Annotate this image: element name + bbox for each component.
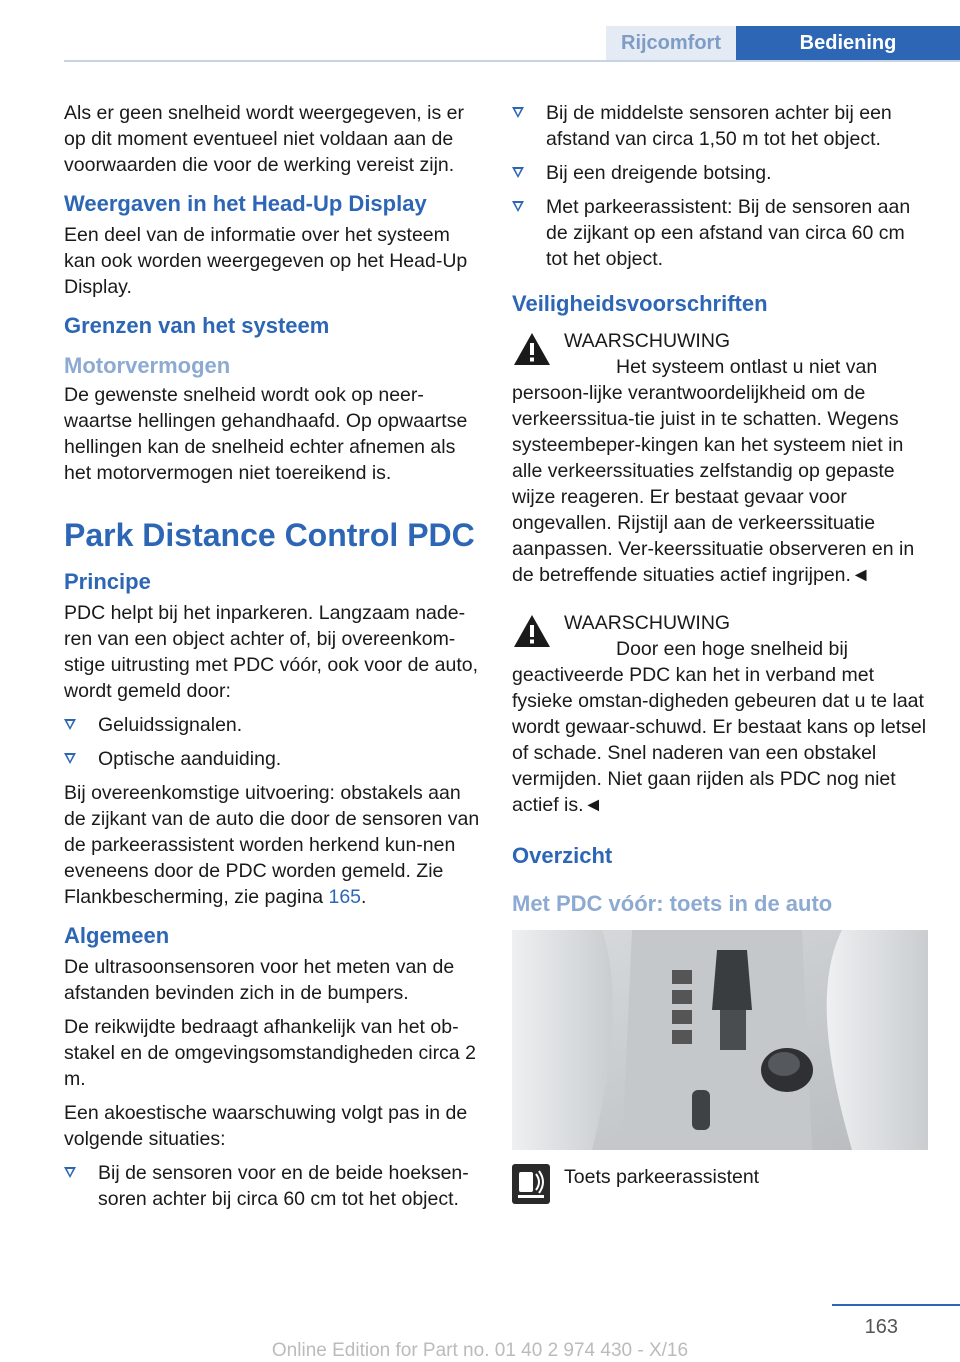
- edition-footer: Online Edition for Part no. 01 40 2 974 430 - X/16: [271, 1340, 689, 1361]
- warning-block-1: [512, 328, 928, 588]
- general-paragraph-2: De reikwijdte bedraagt afhankelijk van het ob-stakel en de omgevingsomstandigheden circa 2 m.: [64, 1016, 476, 1090]
- bullet-triangle-icon: [512, 107, 524, 118]
- heading-head-up-display: Weergaven in het Head-Up Display: [64, 191, 427, 216]
- situation-list-right: [512, 100, 928, 272]
- list-item: Met parkeerassistent: Bij de sensoren aan de zijkant op een afstand van circa 60 cm tot het object.: [512, 194, 928, 272]
- intro-paragraph: Als er geen snelheid wordt weergegeven, is er op dit moment eventueel niet voldaan aan de voorwaarden die voor de werking vereist zijn.: [64, 102, 464, 176]
- header-section-tab: Rijcomfort: [606, 26, 736, 60]
- page-number: 163: [864, 1316, 898, 1338]
- heading-overview: Overzicht: [512, 843, 613, 868]
- warning-block-2: [512, 610, 928, 818]
- list-item: Geluidssignalen.: [64, 712, 480, 738]
- warning-1-text: Het systeem ontlast u niet van persoon-lijke verantwoordelijkheid om de verkeerssitua-tie juist in te schatten. Wegens systeembeper-kingen kan het systeem niet in alle verkeerssituaties zelfstandig op gepaste wijze reageren. Er bestaat gevaar voor ongevallen. Rijstijl aan de verkeerssituatie aanpassen. Ver-keerssituatie observeren en in de betreffende situaties actief ingrijpen.◄: [512, 356, 915, 586]
- heading-system-limits: Grenzen van het systeem: [64, 313, 330, 338]
- list-item: Bij de middelste sensoren achter bij een afstand van circa 1,50 m tot het object.: [512, 100, 928, 152]
- bullet-triangle-icon: [512, 201, 524, 212]
- warning-1-title: WAARSCHUWING: [564, 330, 731, 352]
- heading-general: Algemeen: [64, 923, 170, 948]
- chapter-title: Park Distance Control PDC: [64, 517, 475, 553]
- footer-divider: [832, 1304, 960, 1306]
- signal-list: [64, 712, 480, 772]
- heading-pdc-front-button: Met PDC vóór: toets in de auto: [512, 891, 833, 916]
- list-item: Bij een dreigende botsing.: [512, 160, 928, 186]
- legend-text: Toets parkeerassistent: [564, 1166, 760, 1188]
- page-165-link[interactable]: 165: [328, 886, 362, 908]
- list-item: Optische aanduiding.: [64, 746, 480, 772]
- right-column: [512, 100, 928, 1204]
- header-divider: [64, 60, 960, 62]
- heading-engine-power: Motorvermogen: [64, 353, 231, 378]
- legend-row: [512, 1164, 928, 1204]
- bullet-triangle-icon: [512, 167, 524, 178]
- general-paragraph-3: Een akoestische waarschuwing volgt pas in de volgende situaties:: [64, 1102, 468, 1150]
- situation-list-left: [64, 1160, 480, 1212]
- heading-safety: Veiligheidsvoorschriften: [512, 291, 768, 316]
- principle-paragraph: PDC helpt bij het inparkeren. Langzaam nade-ren van een object achter of, bij overeenkom-stige uitrusting met PDC vóór, ook voor de auto, wordt gemeld door:: [64, 602, 479, 702]
- warning-triangle-icon: [512, 612, 552, 650]
- bullet-triangle-icon: [64, 719, 76, 730]
- bullet-triangle-icon: [64, 1167, 76, 1178]
- car-console-photo: [512, 930, 928, 1150]
- list-item: Bij de sensoren voor en de beide hoeksen-soren achter bij circa 60 cm tot het object.: [64, 1160, 480, 1212]
- engine-paragraph: De gewenste snelheid wordt ook op neer-waartse hellingen gehandhaafd. Op opwaartse hellingen kan de snelheid echter afnemen als het motorvermogen niet toereikend is.: [64, 384, 468, 484]
- warning-triangle-icon: [512, 330, 552, 368]
- warning-2-text: Door een hoge snelheid bij geactiveerde PDC kan het in verband met fysieke omstan-digheden gebeuren dat u te laat wordt gewaar-schuwd. Er bestaat kans op letsel of schade. Snel naderen van een obstakel vermijden. Niet gaan rijden als PDC nog niet actief is.◄: [512, 638, 927, 816]
- left-column: [64, 100, 480, 1220]
- warning-2-title: WAARSCHUWING: [564, 612, 731, 634]
- heading-principle: Principe: [64, 569, 151, 594]
- bullet-triangle-icon: [64, 753, 76, 764]
- header-chapter-tab: Bediening: [736, 26, 960, 60]
- parking-assistant-button-icon: [512, 1164, 550, 1204]
- flank-paragraph: Bij overeenkomstige uitvoering: obstakels aan de zijkant van de auto die door de sensoren van de parkeerassistent worden herkend kun-nen eveneens door de PDC worden gemeld. Zie Flankbescherming, zie pagina 165.: [64, 782, 480, 908]
- hud-paragraph: Een deel van de informatie over het systeem kan ook worden weergegeven op het Head-Up Display.: [64, 224, 468, 298]
- general-paragraph-1: De ultrasoonsensoren voor het meten van de afstanden bevinden zich in de bumpers.: [64, 956, 455, 1004]
- page-header: [0, 0, 960, 62]
